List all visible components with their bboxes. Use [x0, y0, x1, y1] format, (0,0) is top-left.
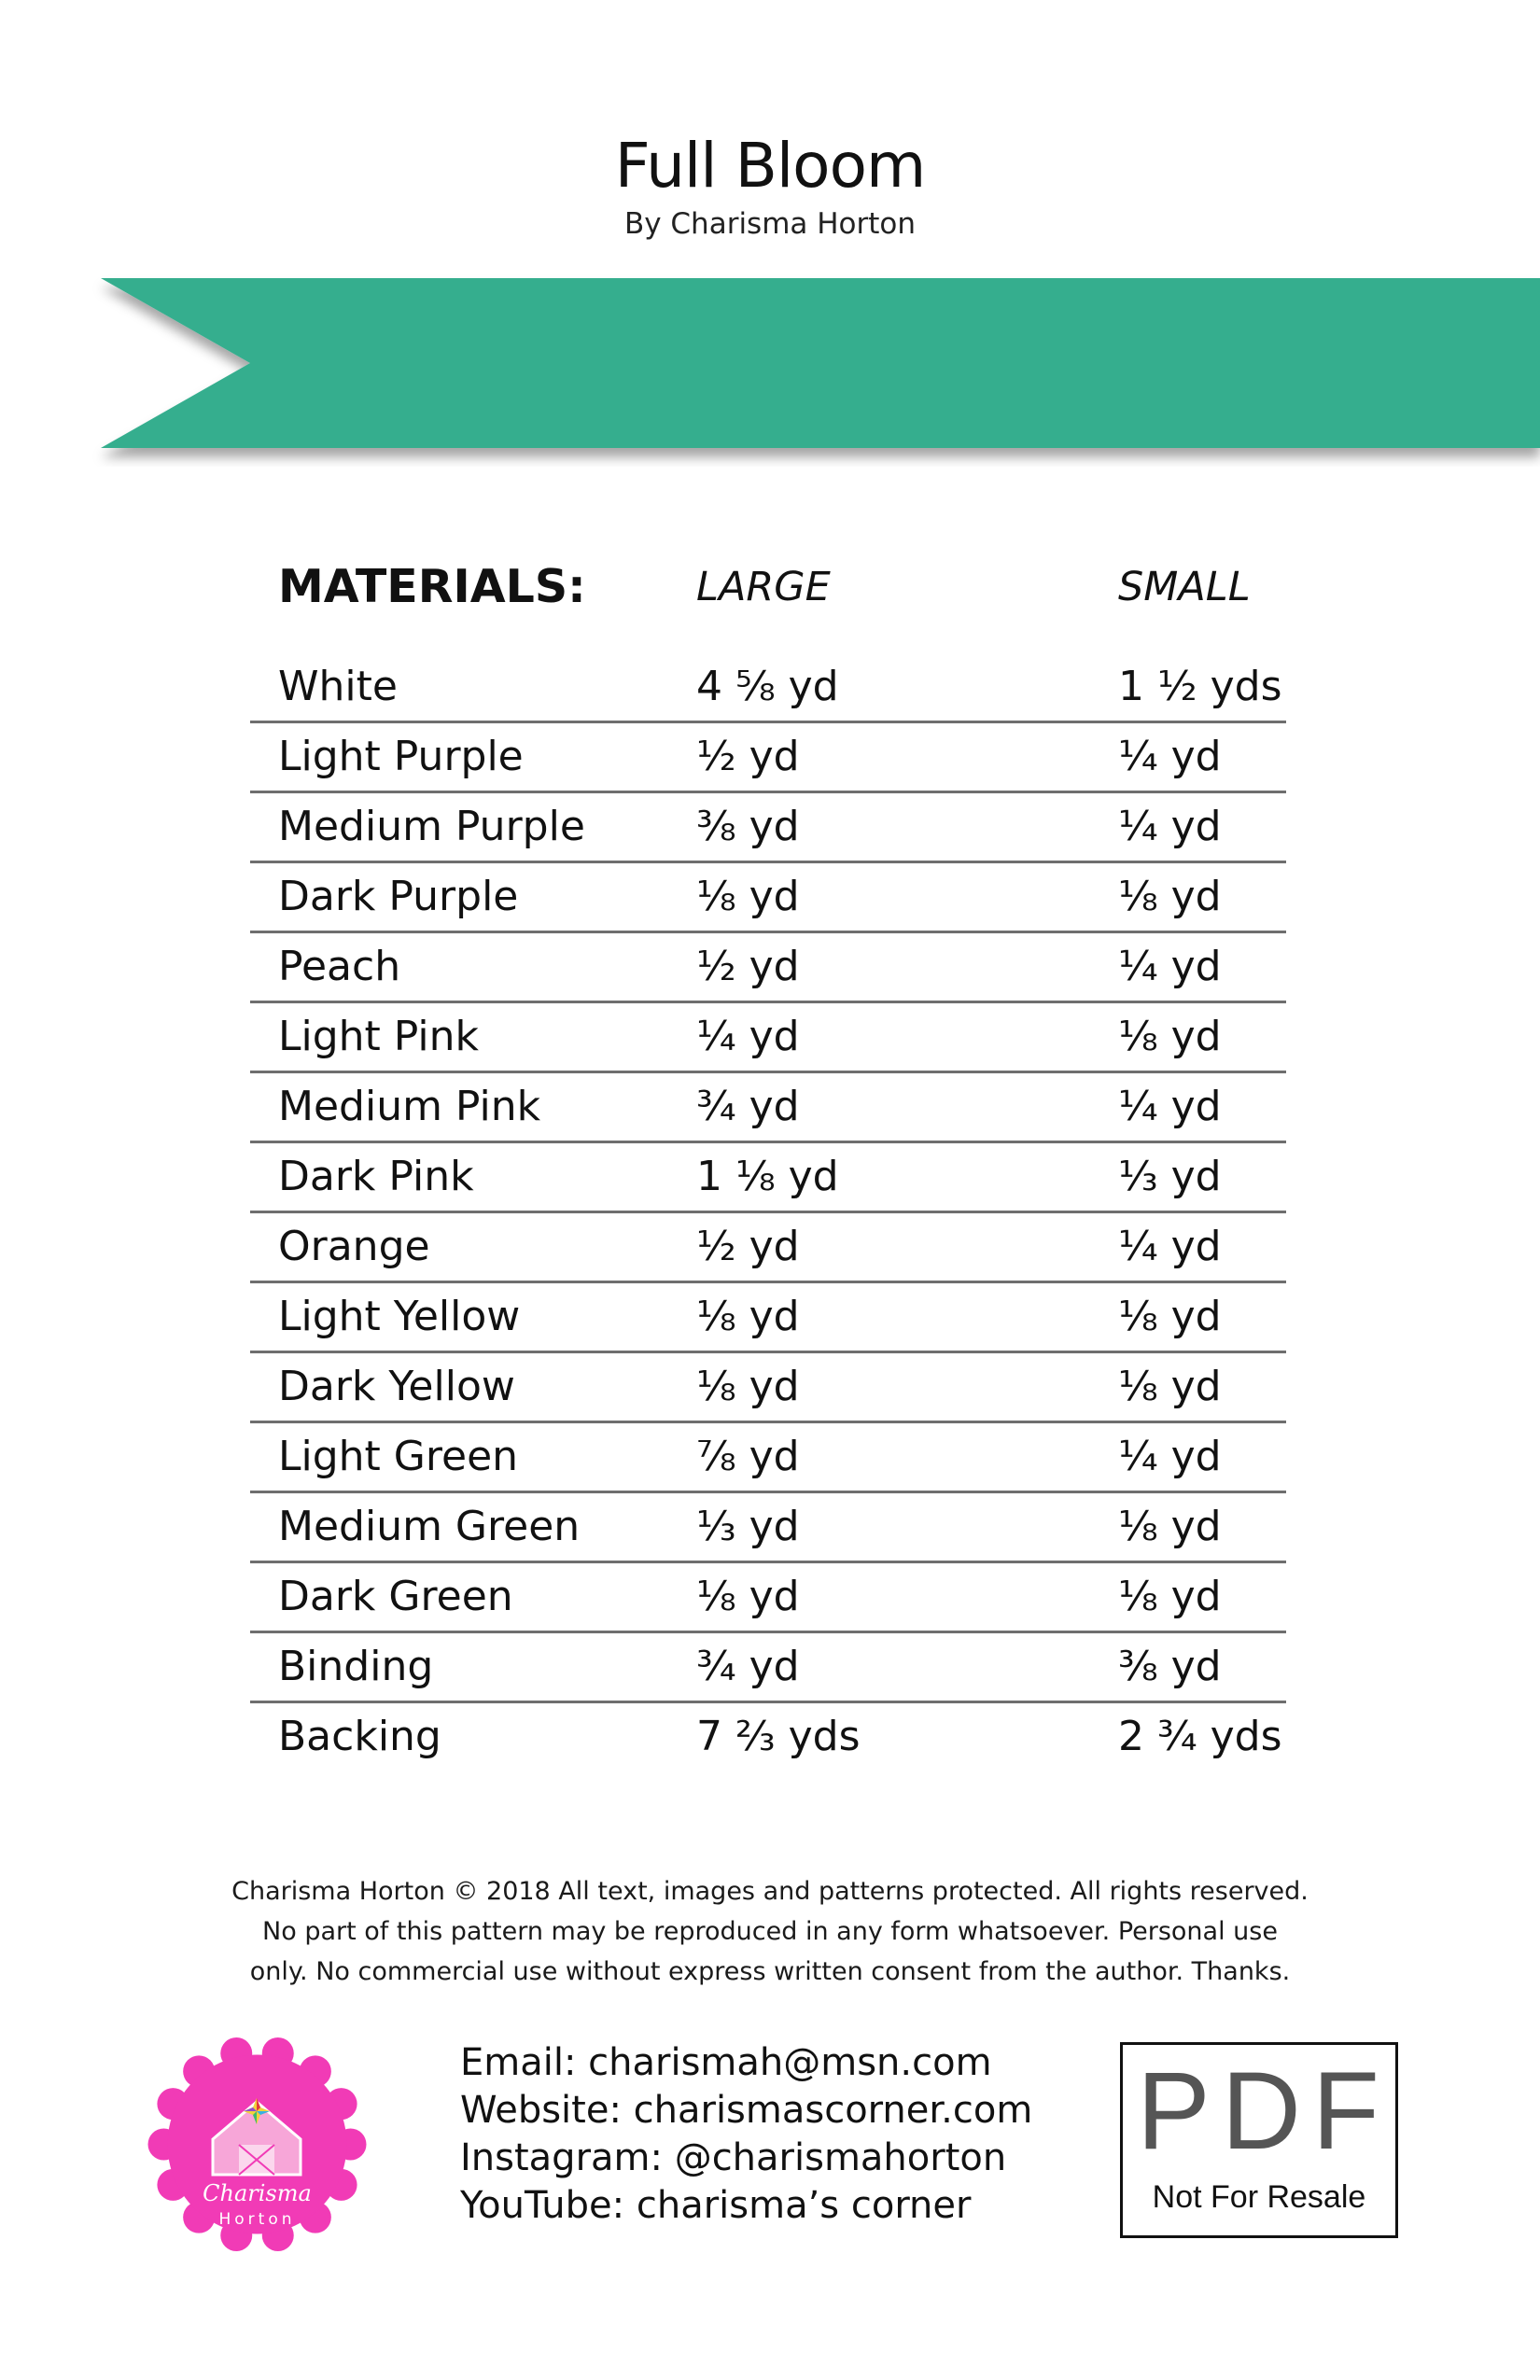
- material-large-amount: 4 ⅝ yd: [696, 663, 839, 710]
- material-row: [250, 1563, 1286, 1633]
- material-large-amount: ⅞ yd: [696, 1433, 800, 1480]
- material-large-amount: 1 ⅛ yd: [696, 1153, 839, 1200]
- material-name: Medium Pink: [278, 1083, 541, 1130]
- material-large-amount: ¼ yd: [696, 1013, 800, 1060]
- material-name: Dark Green: [278, 1573, 513, 1620]
- material-large-amount: ½ yd: [696, 943, 800, 990]
- pdf-label: PDF: [1137, 2050, 1391, 2173]
- page-title: Full Bloom: [614, 130, 926, 202]
- contact-instagram[interactable]: Instagram: @charismahorton: [460, 2136, 1007, 2179]
- material-small-amount: ¼ yd: [1118, 803, 1222, 850]
- logo-text-line1: Charisma: [203, 2180, 312, 2206]
- column-small-header: SMALL: [1118, 564, 1251, 610]
- material-name: Medium Green: [278, 1503, 581, 1550]
- not-for-resale-label: Not For Resale: [1152, 2179, 1366, 2215]
- material-row: [250, 1633, 1286, 1703]
- material-name: Light Green: [278, 1433, 519, 1480]
- copyright-notice: [168, 1871, 1372, 1992]
- material-small-amount: ¼ yd: [1118, 733, 1222, 780]
- material-large-amount: ⅛ yd: [696, 1363, 800, 1410]
- column-large-header: LARGE: [696, 564, 831, 610]
- material-row: [250, 863, 1286, 933]
- material-row: [250, 1213, 1286, 1283]
- material-large-amount: ⅛ yd: [696, 1293, 800, 1340]
- material-row: [250, 1283, 1286, 1353]
- material-name: Binding: [278, 1643, 434, 1690]
- materials-rows: [250, 653, 1286, 1773]
- ribbon-banner: [0, 271, 1540, 467]
- material-small-amount: ¼ yd: [1118, 1223, 1222, 1270]
- material-small-amount: ¼ yd: [1118, 1433, 1222, 1480]
- material-name: Light Yellow: [278, 1293, 521, 1340]
- material-row: [250, 933, 1286, 1003]
- material-large-amount: 7 ⅔ yds: [696, 1713, 861, 1760]
- material-large-amount: ½ yd: [696, 1223, 800, 1270]
- material-row: [250, 1143, 1286, 1213]
- material-small-amount: ¼ yd: [1118, 1083, 1222, 1130]
- logo-text-line2: Horton: [218, 2210, 296, 2229]
- material-name: Dark Purple: [278, 873, 519, 920]
- material-large-amount: ¾ yd: [696, 1083, 800, 1130]
- material-small-amount: ⅛ yd: [1118, 1293, 1222, 1340]
- materials-table: [250, 560, 1286, 1773]
- material-large-amount: ⅜ yd: [696, 803, 800, 850]
- material-row: [250, 653, 1286, 723]
- materials-header: [250, 560, 1286, 653]
- material-row: [250, 1003, 1286, 1073]
- contact-website[interactable]: Website: charismascorner.com: [460, 2089, 1033, 2132]
- copyright-line: Charisma Horton © 2018 All text, images and patterns protected. All rights reserved.: [231, 1877, 1309, 1906]
- contact-email[interactable]: Email: charismah@msn.com: [460, 2041, 992, 2084]
- material-row: [250, 723, 1286, 793]
- material-name: Light Purple: [278, 733, 524, 780]
- material-small-amount: ⅛ yd: [1118, 1503, 1222, 1550]
- material-small-amount: ⅛ yd: [1118, 1013, 1222, 1060]
- material-row: [250, 793, 1286, 863]
- contact-info: [460, 2039, 1032, 2230]
- material-row: [250, 1073, 1286, 1143]
- material-large-amount: ⅛ yd: [696, 1573, 800, 1620]
- material-row: [250, 1703, 1286, 1773]
- material-large-amount: ¾ yd: [696, 1643, 800, 1690]
- material-name: Light Pink: [278, 1013, 479, 1060]
- material-small-amount: 2 ¾ yds: [1118, 1713, 1282, 1760]
- material-small-amount: ⅛ yd: [1118, 1363, 1222, 1410]
- copyright-line: only. No commercial use without express written consent from the author. Thanks.: [249, 1957, 1291, 1986]
- material-name: Dark Yellow: [278, 1363, 515, 1410]
- materials-heading: MATERIALS:: [278, 560, 586, 613]
- page-header: [0, 131, 1540, 241]
- material-name: Dark Pink: [278, 1153, 474, 1200]
- material-name: Backing: [278, 1713, 441, 1760]
- material-large-amount: ½ yd: [696, 733, 800, 780]
- material-name: Medium Purple: [278, 803, 585, 850]
- material-large-amount: ⅛ yd: [696, 873, 800, 920]
- material-name: Orange: [278, 1223, 430, 1270]
- material-small-amount: ⅛ yd: [1118, 1573, 1222, 1620]
- contact-youtube[interactable]: YouTube: charisma’s corner: [460, 2184, 972, 2227]
- material-small-amount: ⅛ yd: [1118, 873, 1222, 920]
- material-small-amount: ⅜ yd: [1118, 1643, 1222, 1690]
- material-large-amount: ⅓ yd: [696, 1503, 800, 1550]
- pdf-not-for-resale-badge: [1120, 2042, 1398, 2238]
- material-row: [250, 1353, 1286, 1423]
- copyright-line: No part of this pattern may be reproduced in any form whatsoever. Personal use: [262, 1917, 1278, 1946]
- author-byline: By Charisma Horton: [623, 206, 917, 241]
- material-small-amount: ⅓ yd: [1118, 1153, 1222, 1200]
- material-row: [250, 1423, 1286, 1493]
- charisma-horton-logo: [147, 2035, 367, 2254]
- material-small-amount: 1 ½ yds: [1118, 663, 1282, 710]
- material-small-amount: ¼ yd: [1118, 943, 1222, 990]
- material-row: [250, 1493, 1286, 1563]
- material-name: White: [278, 663, 398, 710]
- material-name: Peach: [278, 943, 401, 990]
